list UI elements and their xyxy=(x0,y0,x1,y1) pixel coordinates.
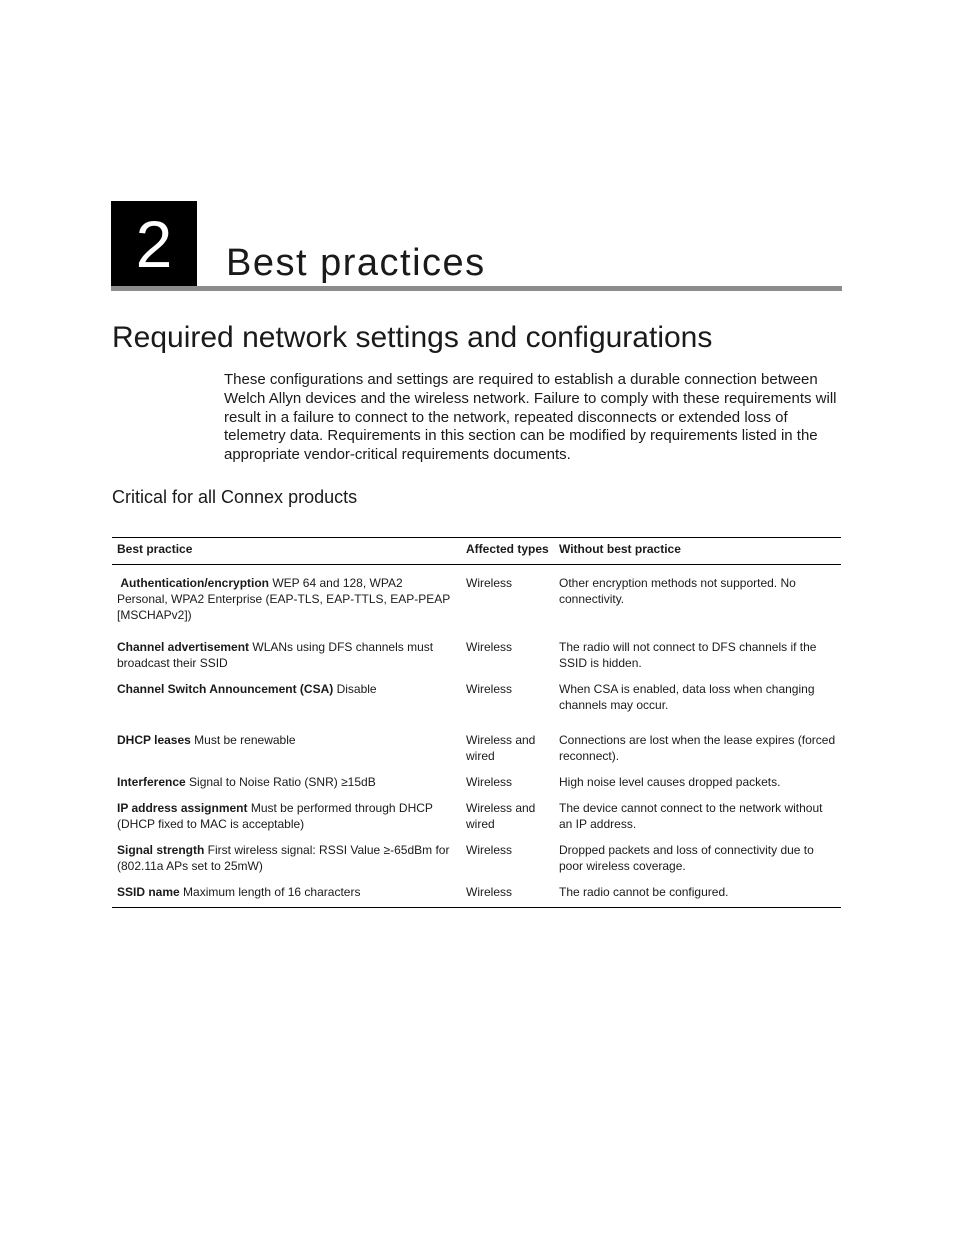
affected-types-cell: Wireless xyxy=(466,682,513,696)
without-best-practice-cell: The device cannot connect to the network without an IP address. xyxy=(559,801,823,831)
best-practice-cell xyxy=(112,884,461,908)
best-practice-detail: Must be performed through DHCP (DHCP fixed to MAC is acceptable) xyxy=(117,801,433,831)
best-practice-cell xyxy=(112,639,461,681)
table-row xyxy=(112,639,841,681)
table-body xyxy=(112,565,841,908)
best-practice-detail: WEP 64 and 128, WPA2 Personal, WPA2 Enterprise (EAP-TLS, EAP-TTLS, EAP-PEAP [MSCHAPv2]) xyxy=(117,576,451,622)
affected-types-cell: Wireless xyxy=(461,884,554,908)
without-best-practice-cell: High noise level causes dropped packets. xyxy=(559,775,781,789)
without-best-practice-cell: Dropped packets and loss of connectivity due to poor wireless coverage. xyxy=(559,843,814,873)
affected-types-cell: Wireless xyxy=(466,843,513,857)
best-practice-cell xyxy=(112,565,461,640)
table-row xyxy=(112,842,841,884)
best-practice-detail: Maximum length of 16 characters xyxy=(179,885,361,899)
best-practice-term: SSID name xyxy=(117,885,180,899)
table-row xyxy=(112,774,841,800)
best-practice-cell xyxy=(112,732,461,774)
table-header xyxy=(112,538,841,565)
table-row xyxy=(112,565,841,640)
best-practice-detail: Signal to Noise Ratio (SNR) ≥15dB xyxy=(185,775,376,789)
affected-types-cell: Wireless and wired xyxy=(466,801,536,831)
column-header-affected-types: Affected types xyxy=(461,538,554,565)
best-practice-cell xyxy=(112,681,461,732)
best-practice-detail: First wireless signal: RSSI Value ≥-65dBm for (802.11a APs set to 25mW) xyxy=(117,843,450,873)
column-header-without-best-practice: Without best practice xyxy=(554,538,841,565)
without-best-practice-cell: The radio cannot be configured. xyxy=(554,884,841,908)
best-practice-cell xyxy=(112,800,461,842)
best-practice-term: Interference xyxy=(117,775,186,789)
section-title: Required network settings and configurations xyxy=(112,321,713,354)
best-practices-table xyxy=(112,537,841,908)
table-header-row xyxy=(112,538,841,565)
column-header-best-practice: Best practice xyxy=(112,538,461,565)
without-best-practice-cell: Other encryption methods not supported. No connectivity. xyxy=(559,576,796,606)
affected-types-cell: Wireless and wired xyxy=(466,733,536,763)
chapter-title-rule xyxy=(111,286,842,291)
without-best-practice-cell: Connections are lost when the lease expires (forced reconnect). xyxy=(559,733,836,763)
table-row xyxy=(112,800,841,842)
affected-types-cell: Wireless xyxy=(466,640,513,654)
best-practice-cell xyxy=(112,774,461,800)
affected-types-cell: Wireless xyxy=(466,775,513,789)
best-practice-detail: Must be renewable xyxy=(190,733,296,747)
best-practice-term: Channel advertisement xyxy=(117,640,250,654)
best-practice-detail: Disable xyxy=(333,682,377,696)
best-practice-term: Channel Switch Announcement (CSA) xyxy=(117,682,334,696)
chapter-title: Best practices xyxy=(226,242,486,284)
subsection-title: Critical for all Connex products xyxy=(112,487,358,507)
best-practice-term: Authentication/encryption xyxy=(120,576,270,590)
best-practice-term: IP address assignment xyxy=(117,801,248,815)
table-row xyxy=(112,732,841,774)
best-practice-detail: WLANs using DFS channels must broadcast their SSID xyxy=(117,640,434,670)
affected-types-cell: Wireless xyxy=(466,576,513,590)
without-best-practice-cell: When CSA is enabled, data loss when changing channels may occur. xyxy=(559,682,815,712)
chapter-number-badge: 2 xyxy=(111,201,197,287)
table-row xyxy=(112,681,841,732)
section-intro-paragraph: These configurations and settings are required to establish a durable connection between Welch Allyn devices and the wireless network. Failure to comply with these requirements will result in a failure to connect to the network, repeated disconnects or extended loss of telemetry data. Requirements in this section can be modified by requirements listed in the appropriate vendor-critical requirements documents. xyxy=(224,371,837,464)
without-best-practice-cell: The radio will not connect to DFS channels if the SSID is hidden. xyxy=(559,640,817,670)
table-row xyxy=(112,884,841,908)
best-practice-term: Signal strength xyxy=(117,843,205,857)
best-practice-term: DHCP leases xyxy=(117,733,191,747)
best-practice-cell xyxy=(112,842,461,884)
